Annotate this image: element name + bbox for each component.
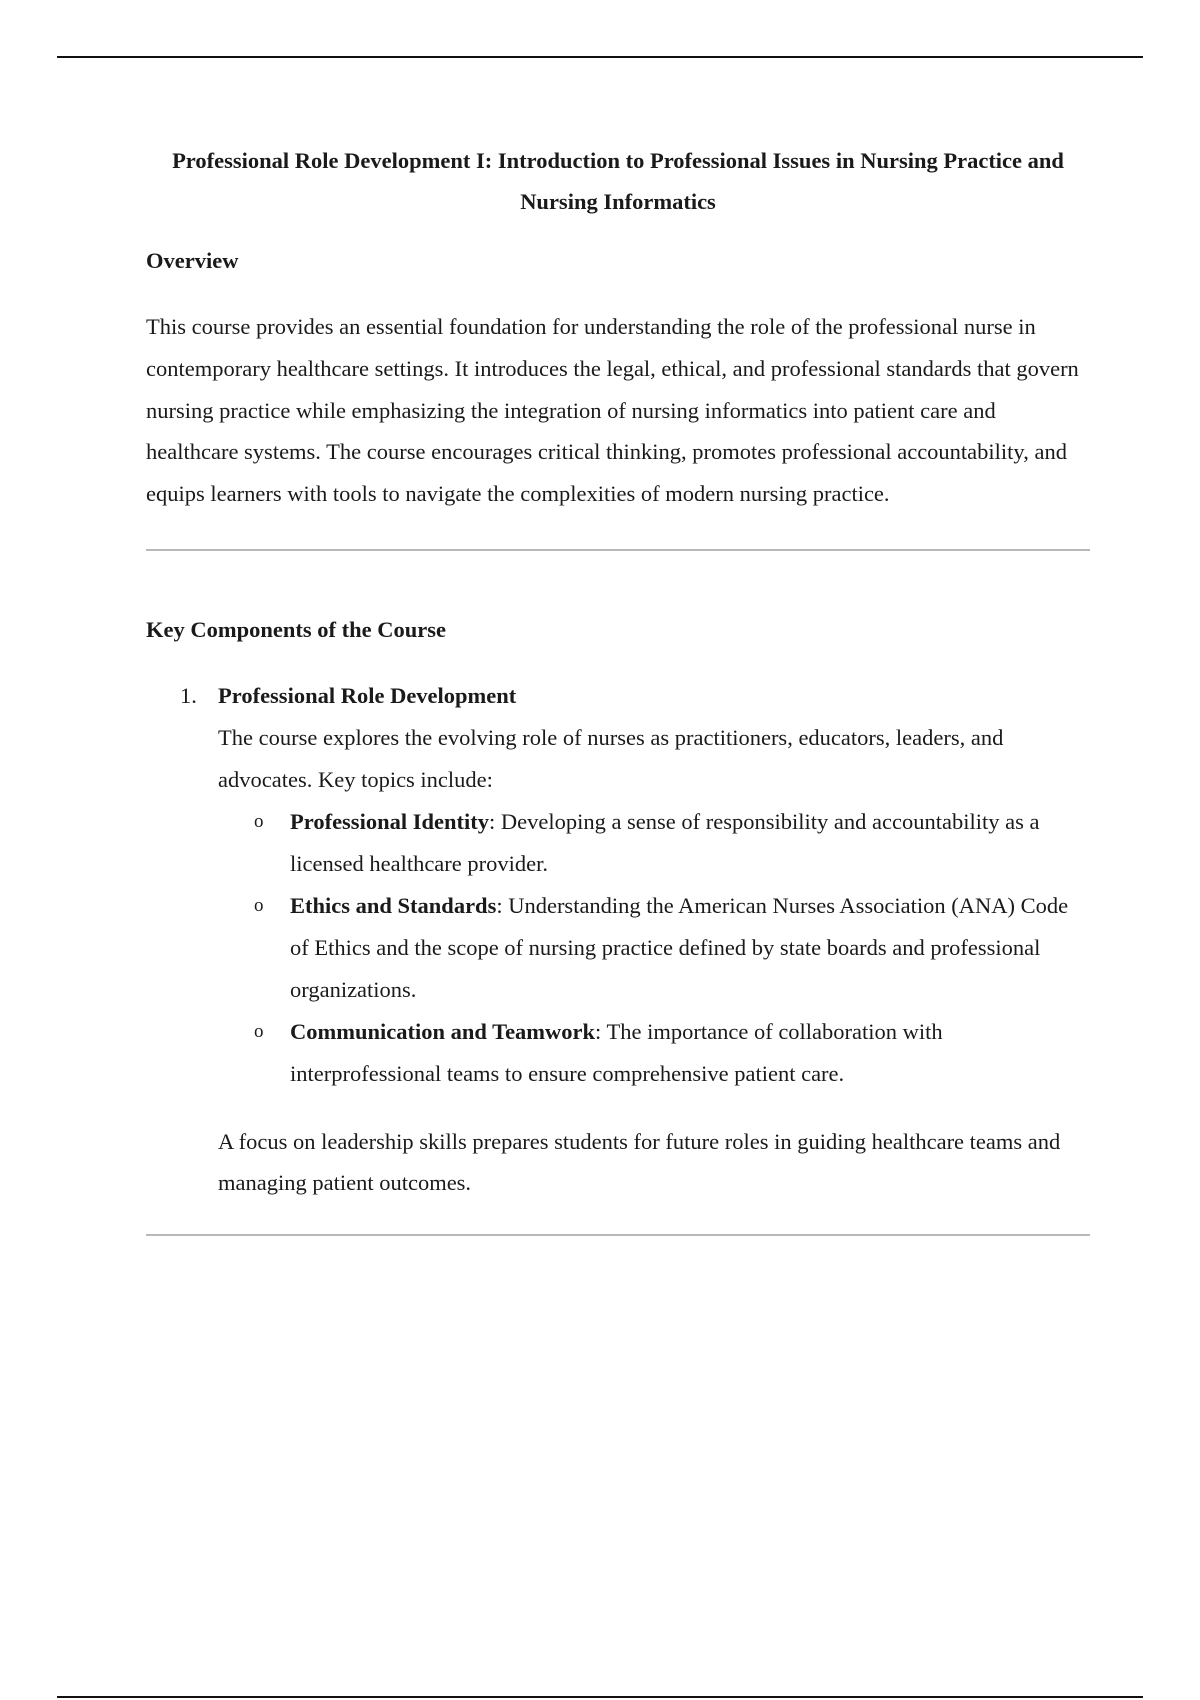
sub-topic-item (218, 801, 1090, 885)
list-item-title: Professional Role Development (218, 682, 517, 708)
sub-topic-text: : Developing a sense of responsibility and accountability as a licensed healthcare provider. (290, 808, 1040, 876)
bullet-icon: o (254, 810, 264, 832)
sub-topic-item (218, 1011, 1090, 1095)
list-item-closing-paragraph: A focus on leadership skills prepares students for future roles in guiding healthcare teams and managing patient outcomes. (218, 1128, 1061, 1196)
sub-topic-list (218, 801, 1090, 1095)
page-top-rule (57, 56, 1143, 58)
bullet-icon: o (254, 1020, 264, 1042)
list-item-description: The course explores the evolving role of nurses as practitioners, educators, leaders, and advocates. Key topics include: (218, 724, 1004, 792)
key-components-list (146, 681, 1090, 1204)
overview-paragraph: This course provides an essential foundation for understanding the role of the professional nurse in contemporary healthcare settings. It introduces the legal, ethical, and professional standards that govern nursing practice while emphasizing the integration of nursing informatics into patient care and healthcare systems. The course encourages critical thinking, promotes professional accountability, and equips learners with tools to navigate the complexities of modern nursing practice. (146, 314, 1079, 507)
sub-topic-label: Professional Identity (290, 808, 489, 834)
sub-topic-item (218, 885, 1090, 1011)
sub-topic-label: Ethics and Standards (290, 892, 497, 918)
page-bottom-rule (57, 1696, 1143, 1698)
document-title: Professional Role Development I: Introduction to Professional Issues in Nursing Practice and Nursing Informatics (172, 148, 1064, 214)
list-item-number: 1. (180, 682, 197, 708)
overview-heading: Overview (146, 248, 239, 273)
list-item (146, 681, 1090, 1204)
sub-topic-label: Communication and Teamwork (290, 1018, 596, 1044)
key-components-heading: Key Components of the Course (146, 616, 446, 642)
document-body (146, 140, 1090, 1236)
bullet-icon: o (254, 894, 264, 916)
sub-topic-text: : Understanding the American Nurses Association (ANA) Code of Ethics and the scope of nursing practice defined by state boards and professional organizations. (290, 892, 1069, 1002)
section-divider (146, 1234, 1090, 1236)
section-divider (146, 549, 1090, 551)
sub-topic-text: : The importance of collaboration with interprofessional teams to ensure comprehensive patient care. (290, 1018, 943, 1086)
